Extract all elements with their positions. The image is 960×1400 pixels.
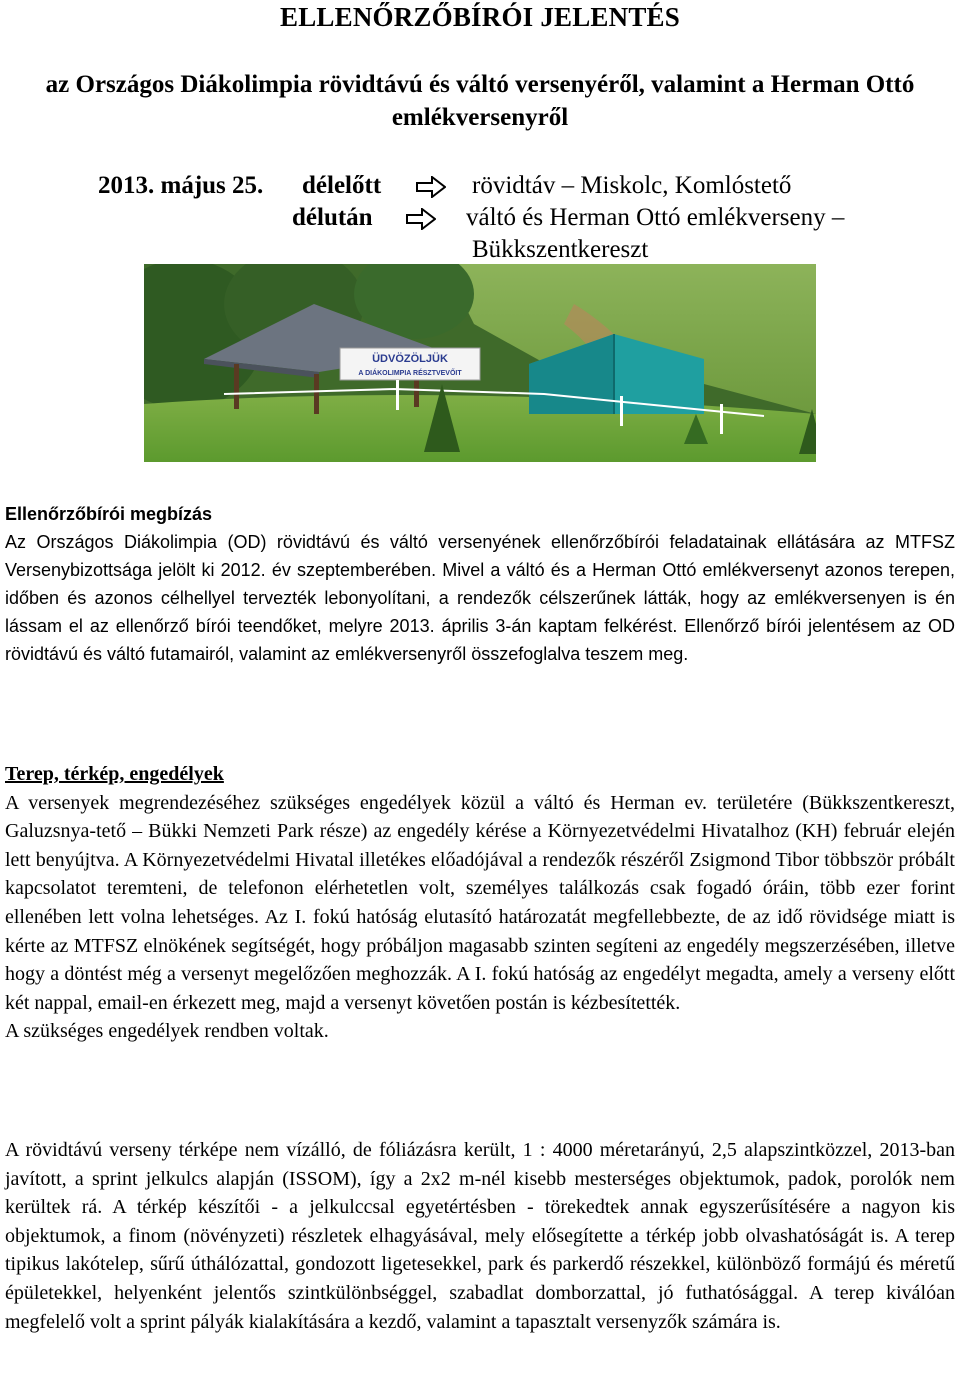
schedule-afternoon-event: váltó és Herman Ottó emlékverseny – (466, 204, 845, 231)
document-title: ELLENŐRZŐBÍRÓI JELENTÉS (280, 2, 680, 32)
section-heading: Terep, térkép, engedélyek (5, 763, 224, 785)
banner-text-2: A DIÁKOLIMPIA RÉSZTVEVŐIT (358, 370, 462, 377)
section-map-description (5, 1136, 955, 1336)
event-photo (144, 264, 816, 462)
banner-text-1: ÜDVÖZÖLJÜK (372, 353, 448, 365)
section-paragraph: A versenyek megrendezéséhez szükséges engedélyek közül a váltó és Herman ev. területére (Bükkszentkereszt, Galuzsnya-tető – Bükki Nemzeti Park része) az engedély kérése a Környezetvédelmi Hivatalhoz (KH) február elején lett benyújtva. A Környezetvédelmi Hivatal illetékes előadójával a rendezők részéről Zsigmond Tibor többször próbált kapcsolatot teremteni, de telefonon elérhetetlen volt, személyes találkozás csak fogadó óráin, több ezer forint ellenében lett volna lehetséges. Az I. fokú hatóság elutasító határozatát megfellebbezte, de az idő rövidsége miatt is kérte az MTFSZ elnökének segítségét, hogy próbáljon magasabb szinten segíteni az engedély megszerzésében, illetve hogy a döntést még a versenyt megelőzően meghozzák. A I. fokú hatóság az engedélyt megadta, amely a verseny előtt két nappal, email-en érkezett meg, majd a versenyt követően postán is kézbesítették. (5, 791, 955, 1014)
section-paragraph: Az Országos Diákolimpia (OD) rövidtávú és váltó versenyének ellenőrzőbírói feladatainak ellátására az MTFSZ Versenybizottsága jelölt ki 2012. év szeptemberében. Mivel a váltó és a Herman Ottó emlékversenyt azonos terepen, időben és azonos célhellyel tervezték lebonyolítani, a rendezők célszerűnek látták, hogy az emlékversenyen is én lássam el az ellenőrző bírói teendőket, melyre 2013. április 3-án kaptam felkérést. Ellenőrző bírói jelentésem az OD rövidtávú és váltó futamairól, valamint az emlékversenyről összefoglalva teszem meg. (5, 532, 955, 664)
section-paragraph-closing: A szükséges engedélyek rendben voltak. (5, 1020, 329, 1043)
section-paragraph: A rövidtávú verseny térképe nem vízálló, de fóliázásra került, 1 : 4000 méretarányú, 2,5 alapszintközzel, 2013-ban javított, a sprint jelkulcs alapján (ISSOM), így a 2x2 m-nél kisebb mesterséges objektumok, padok, porolók nem kerültek rá. A térkép készítői - a jelkulccsal egyetértésben - törekedtek annak egyszerűsítésére a nagyon kis objektumok, a finom (növényzeti) részletek elhagyásával, mely elősegítette a térkép jobb olvashatóságát is. A terep tipikus lakótelep, sűrű úthálózattal, gondozott ligetesekkel, park és parkerdő részekkel, különböző formájú és méretű épületekkel, helyenként jelentős szintkülönbséggel, szabadlat domborzattal, jó futhatósággal. A terep kiválóan megfelelő volt a sprint pályák kialakítására a kezdő, valamint a tapasztalt versenyzők számára is. (5, 1139, 955, 1333)
schedule-date: 2013. május 25. (98, 172, 264, 199)
section-terrain (5, 760, 955, 1046)
schedule-morning-label: délelőtt (302, 172, 382, 199)
arrow-right-icon (416, 176, 446, 198)
section-heading: Ellenőrzőbírói megbízás (5, 504, 213, 524)
schedule-afternoon-label: délután (292, 204, 373, 231)
arrow-right-icon (406, 208, 436, 230)
schedule-afternoon-event-cont: Bükkszentkereszt (472, 236, 649, 263)
document-subtitle: az Országos Diákolimpia rövidtávú és váltó versenyéről, valamint a Herman Ottó emlékversenyről (45, 71, 915, 131)
pavilion-tent-scene (144, 264, 816, 462)
schedule-morning-event: rövidtáv – Miskolc, Komlóstető (472, 172, 792, 199)
section-assignment (5, 500, 955, 668)
